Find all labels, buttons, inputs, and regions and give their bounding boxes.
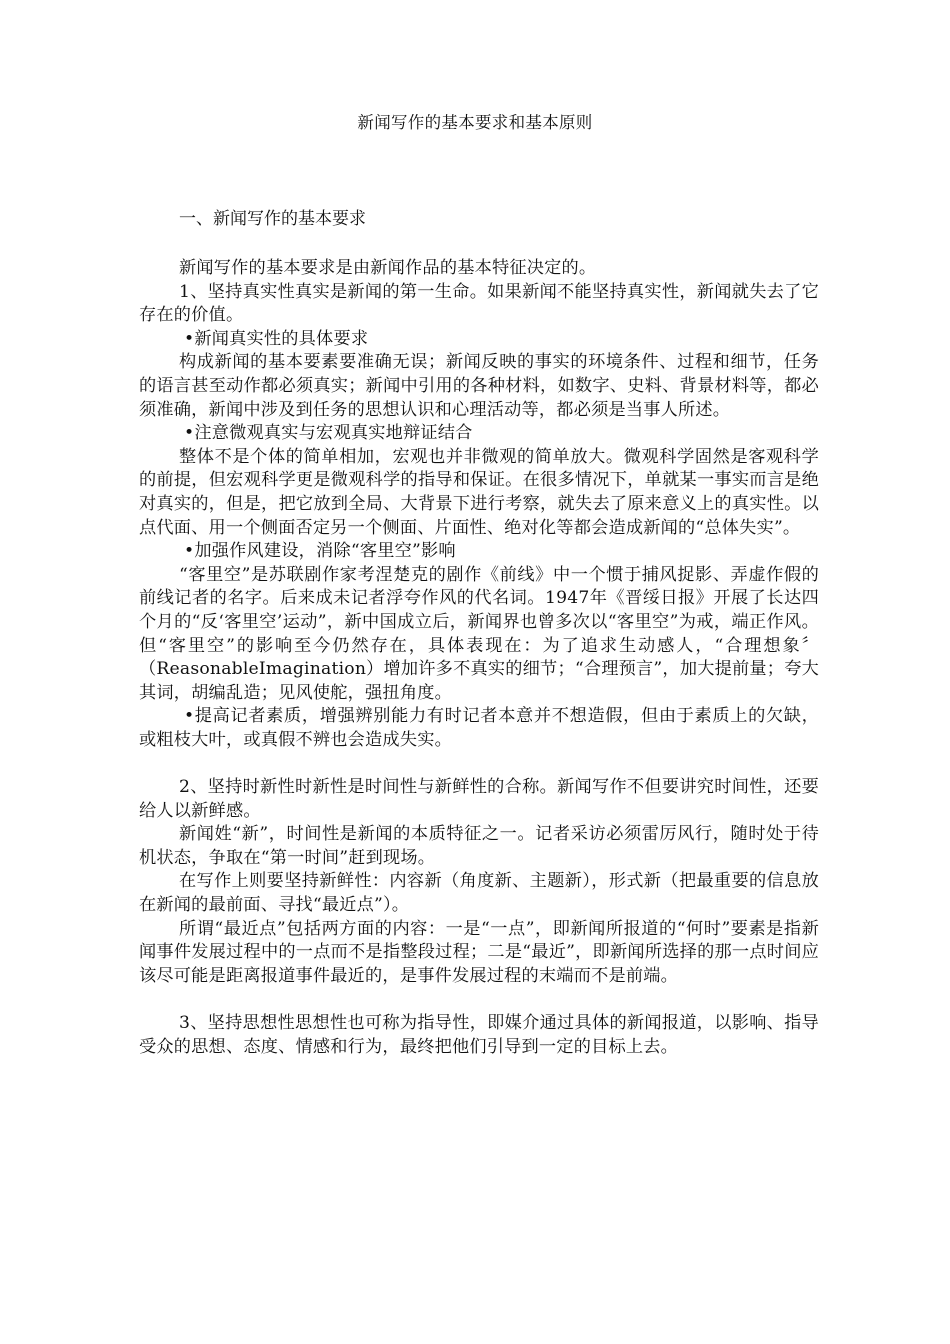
bullet-micro-macro: •注意微观真实与宏观真实地辩证结合 [184, 423, 473, 444]
paragraph-freshness: 在写作上则要坚持新鲜性：内容新（角度新、主题新），形式新（把最重要的信息放在新闻的最前面、寻找“最近点”）。 [139, 871, 819, 916]
paragraph-kelikong: “客里空”是苏联剧作家考涅楚克的剧作《前线》中一个惯于捕风捉影、弄虚作假的前线记者的名字。后来成未记者浮夸作风的代名词。1947年《晋绥日报》开展了长达四个月的“反‘客里空’运动”，新中国成立后，新闻界也曾多次以“客里空”为戒，端正作风。但“客里空”的影响至今仍然存在，具体表现在：为了追求生动感人，“合理想象〞（ReasonableImagination）增加许多不真实的细节；“合理预言”，加大提前量；夸大其词，胡编乱造；见风使舵，强扭角度。 [139, 564, 819, 703]
bullet-truth-requirements: •新闻真实性的具体要求 [184, 328, 369, 349]
paragraph-micro-macro: 整体不是个体的简单相加，宏观也并非微观的简单放大。微观科学固然是客观科学的前提，但宏观科学更是微观科学的指导和保证。在很多情况下，单就某一事实而言是绝对真实的，但是，把它放到全局、大背景下进行考察，就失去了原来意义上的真实性。以点代面、用一个侧面否定另一个侧面、片面性、绝对化等都会造成新闻的“总体失实”。 [139, 446, 819, 538]
paragraph-nearest-point: 所谓“最近点”包括两方面的内容：一是“一点”，即新闻所报道的“何时”要素是指新闻事件发展过程中的一点而不是指整段过程；二是“最近”，即新闻所选择的那一点时间应该尽可能是距离报道事件最近的，是事件发展过程的末端而不是前端。 [139, 918, 819, 986]
paragraph-truth-requirements: 构成新闻的基本要素要准确无误；新闻反映的事实的环境条件、过程和细节，任务的语言甚至动作都必须真实；新闻中引用的各种材料，如数字、史料、背景材料等，都必须准确，新闻中涉及到任务的思想认识和心理活动等，都必须是当事人所述。 [139, 352, 819, 420]
paragraph-truthfulness: 1、坚持真实性真实是新闻的第一生命。如果新闻不能坚持真实性，新闻就失去了它存在的价值。 [139, 281, 819, 326]
paragraph-gap [139, 752, 819, 776]
paragraph-timeliness: 2、坚持时新性时新性是时间性与新鲜性的合称。新闻写作不但要讲究时间性，还要给人以新鲜感。 [139, 777, 819, 821]
document-title: 新闻写作的基本要求和基本原则 [357, 113, 593, 132]
paragraph-ideological: 3、坚持思想性思想性也可称为指导性，即媒介通过具体的新闻报道，以影响、指导受众的思想、态度、情感和行为，最终把他们引导到一定的目标上去。 [139, 1013, 819, 1057]
paragraph-news-new: 新闻姓“新”，时间性是新闻的本质特征之一。记者采访必须雷厉风行，随时处于待机状态，争取在“第一时间”赶到现场。 [139, 824, 819, 868]
document-body [139, 257, 819, 1059]
paragraph-gap [139, 988, 819, 1012]
section-heading: 一、新闻写作的基本要求 [179, 209, 366, 229]
bullet-work-style: •加强作风建设，消除“客里空”影响 [184, 541, 456, 562]
bullet-reporter-quality: •提高记者素质，增强辨别能力有时记者本意并不想造假，但由于素质上的欠缺，或粗枝大叶，或真假不辨也会造成失实。 [139, 706, 819, 750]
paragraph-intro: 新闻写作的基本要求是由新闻作品的基本特征决定的。 [179, 258, 597, 278]
